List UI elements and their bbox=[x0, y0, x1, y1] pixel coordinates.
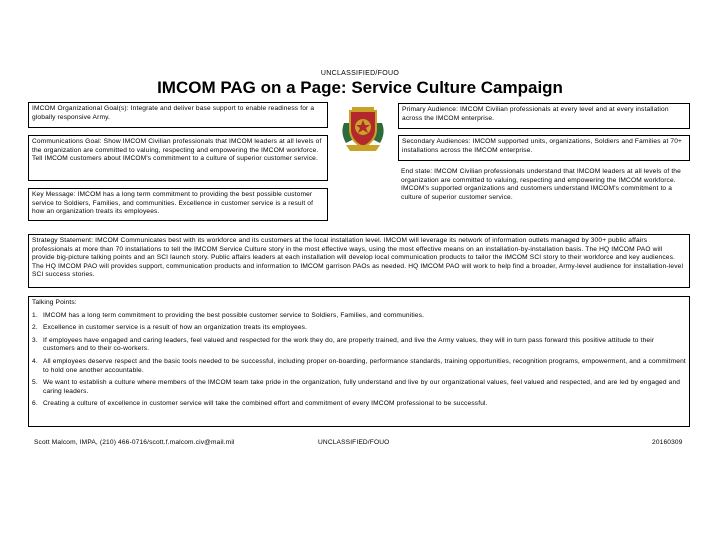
secondary-audiences-box bbox=[398, 135, 690, 161]
primary-audience-text: Primary Audience: IMCOM Civilian professionals at every level and at every installation across the IMCOM enterprise. bbox=[402, 106, 669, 122]
key-message-box bbox=[28, 188, 328, 221]
talking-point-text: IMCOM has a long term commitment to providing the best possible customer service to Soldiers, Families, and communities. bbox=[43, 311, 425, 319]
talking-point-text: All employees deserve respect and the basic tools needed to be successful, including proper on-boarding, performance standards, training opportunities, recognition programs, empowerment, and a commitment to hold one another accountable. bbox=[43, 357, 686, 374]
communications-goal-box bbox=[28, 135, 328, 181]
talking-point-text: We want to establish a culture where members of the IMCOM team take pride in the organization, fully understand and live by our organizational values, feel valued and respected, and are led by engaged and caring leaders. bbox=[43, 379, 681, 395]
talking-point-item bbox=[32, 312, 686, 321]
end-state-text: End state: IMCOM Civilian professionals understand that IMCOM leaders at all levels of the organization are committed to valuing, respecting and empowering the IMCOM workforce. IMCOM's supported organizations and customers understand IMCOM's commitment to a culture of superior customer service. bbox=[401, 168, 681, 201]
talking-point-text: If employees have engaged and caring leaders, feel valued and respected for the work they do, are properly trained, and live the Army values, they will in turn pass forward this positive attitude to their customers and to their co-workers. bbox=[43, 336, 655, 353]
talking-point-number: 2. bbox=[32, 324, 38, 332]
secondary-audiences-text: Secondary Audiences: IMCOM supported units, organizations, Soldiers and Families at 70+ installations across the IMCOM enterprise. bbox=[402, 138, 683, 154]
footer-classification: UNCLASSIFIED/FOUO bbox=[318, 439, 390, 446]
talking-point-item bbox=[32, 337, 686, 354]
talking-points-box bbox=[28, 296, 690, 427]
talking-point-item bbox=[32, 358, 686, 375]
page-title: IMCOM PAG on a Page: Service Culture Campaign bbox=[157, 78, 563, 97]
organizational-goal-box bbox=[28, 102, 328, 128]
strategy-statement-text: Strategy Statement: IMCOM Communicates best with its workforce and its customers at the local installation level. IMCOM will leverage its network of information outlets managed by 300+ public affairs professionals at more than 70 installations to tell the IMCOM Service Culture story in the most effective ways, using the most effective means on an installation-by-installation basis. The HQ IMCOM PAO will provide big-picture talking points and an SCI launch story. Public affairs leaders at each installation will develop local communication products to tailor the IMCOM SCI story to their workforce and key audiences. The HQ IMCOM PAO will provides support, communication products and information to IMCOM garrison PAOs as needed. HQ IMCOM PAO will work to help find a broader, Army-level audience for installation-level SCI success stories. bbox=[32, 237, 684, 279]
communications-goal-text: Communications Goal: Show IMCOM Civilian professionals that IMCOM leaders at all levels of the organization are committed to valuing, respecting and empowering the IMCOM workforce. Tell IMCOM customers about IMCOM's commitment to a culture of superior customer service. bbox=[32, 138, 322, 163]
key-message-text: Key Message: IMCOM has a long term commitment to providing the best possible customer service to Soldiers, Families, and communities. Excellence in customer service is a result of how an organization treats its employees. bbox=[32, 191, 314, 216]
talking-point-number: 4. bbox=[32, 357, 38, 365]
crest-icon bbox=[332, 103, 394, 155]
talking-point-item bbox=[32, 379, 686, 396]
talking-point-number: 5. bbox=[32, 379, 38, 387]
talking-point-text: Creating a culture of excellence in customer service will take the combined effort and commitment of every IMCOM professional to be successful. bbox=[43, 400, 488, 408]
talking-point-text: Excellence in customer service is a result of how an organization treats its employees. bbox=[43, 324, 308, 332]
talking-point-item bbox=[32, 324, 686, 333]
organizational-goal-text: IMCOM Organizational Goal(s): Integrate and deliver base support to enable readiness for a globally responsive Army. bbox=[32, 105, 315, 121]
footer-date: 20160309 bbox=[652, 439, 683, 446]
imcom-emblem bbox=[332, 103, 394, 155]
talking-point-number: 6. bbox=[32, 400, 38, 408]
talking-point-number: 1. bbox=[32, 311, 38, 319]
strategy-statement-box bbox=[28, 234, 690, 288]
talking-points-heading: Talking Points: bbox=[32, 299, 77, 306]
talking-point-number: 3. bbox=[32, 336, 38, 344]
primary-audience-box bbox=[398, 103, 690, 129]
talking-point-item bbox=[32, 400, 686, 409]
header-classification: UNCLASSIFIED/FOUO bbox=[320, 70, 400, 77]
talking-points-list bbox=[32, 312, 686, 409]
footer-contact: Scott Malcom, IMPA, (210) 466-0716/scott.f.malcom.civ@mail.mil bbox=[34, 439, 235, 446]
